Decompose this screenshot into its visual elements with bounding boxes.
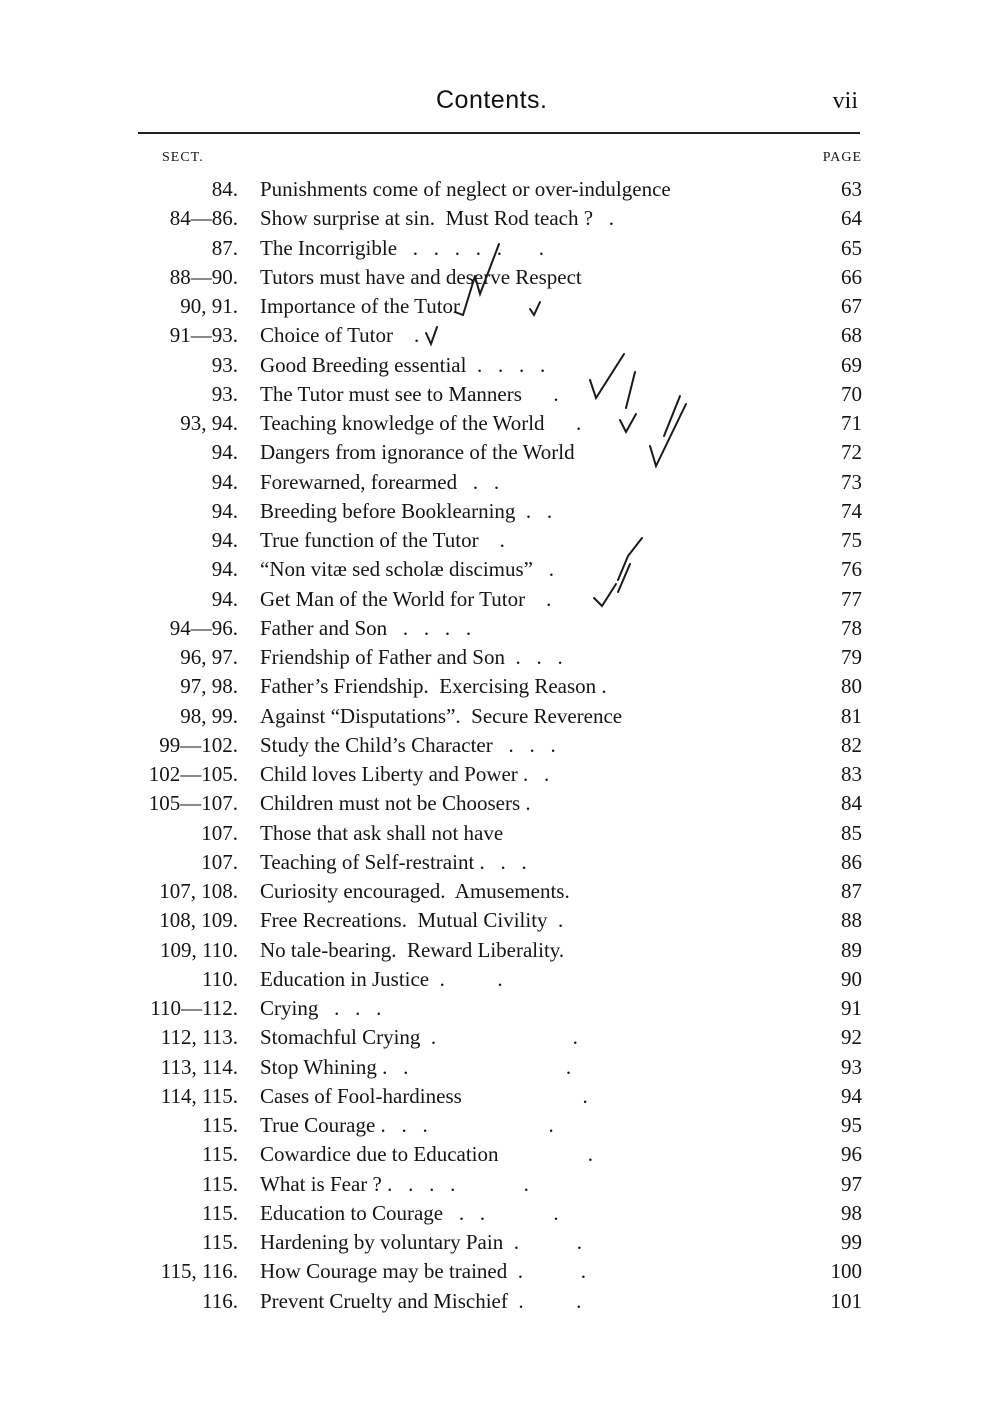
page-reference: 86 — [841, 849, 862, 874]
entry-topic: Cases of Fool-hardiness . — [260, 1083, 588, 1108]
section-number: 84—86. — [169, 206, 238, 231]
page-reference: 101 — [830, 1288, 862, 1313]
entry-topic: Good Breeding essential . . . . — [260, 352, 546, 377]
entry-topic: Breeding before Booklearning . . — [260, 498, 553, 523]
page-reference: 100 — [830, 1259, 862, 1284]
section-number: 94. — [211, 557, 238, 582]
section-number: 87. — [211, 235, 238, 260]
page-reference: 63 — [841, 177, 862, 201]
section-number: 115, 116. — [160, 1259, 238, 1284]
section-number: 88—90. — [169, 264, 238, 289]
section-number: 113, 114. — [160, 1054, 238, 1079]
page-reference: 93 — [841, 1054, 862, 1079]
section-number: 98, 99. — [180, 703, 238, 728]
page-reference: 64 — [841, 206, 862, 231]
section-number: 115. — [202, 1142, 238, 1167]
entry-topic: Importance of the Tutor — [260, 294, 461, 318]
section-number: 110—112. — [150, 996, 238, 1020]
entry-topic: True function of the Tutor . — [260, 528, 505, 552]
entry-topic: Crying . . . — [260, 996, 382, 1020]
entry-topic: Get Man of the World for Tutor . — [260, 586, 552, 611]
contents-entry — [0, 789, 1000, 818]
contents-entry — [0, 731, 1000, 760]
section-number: 107, 108. — [159, 879, 238, 903]
section-number: 97, 98. — [180, 674, 238, 699]
page-reference: 77 — [841, 586, 862, 611]
section-number: 107. — [201, 849, 238, 874]
entry-topic: Hardening by voluntary Pain . . — [260, 1230, 582, 1254]
entry-topic: Free Recreations. Mutual Civility . — [260, 908, 564, 933]
section-number: 115. — [202, 1113, 238, 1137]
contents-entry — [0, 234, 1000, 263]
page-reference: 71 — [841, 411, 862, 435]
contents-entry — [0, 1228, 1000, 1257]
contents-entry — [0, 555, 1000, 584]
section-number: 114, 115. — [160, 1083, 238, 1108]
entry-topic: Those that ask shall not have — [260, 820, 504, 845]
entry-topic: Education to Courage . . . — [260, 1200, 559, 1225]
page-reference: 97 — [841, 1171, 862, 1196]
section-number: 105—107. — [148, 791, 238, 816]
contents-entry — [0, 994, 1000, 1023]
page-reference: 84 — [841, 791, 862, 816]
entry-topic: Stomachful Crying . . — [260, 1025, 578, 1050]
section-number: 115. — [202, 1200, 238, 1225]
entry-topic: Children must not be Choosers . — [260, 791, 531, 816]
page-reference: 81 — [841, 703, 862, 728]
entry-topic: Father and Son . . . . — [260, 615, 472, 640]
contents-entry — [0, 409, 1000, 438]
page-reference: 74 — [841, 498, 862, 523]
section-number: 94. — [211, 528, 238, 552]
contents-entry — [0, 585, 1000, 614]
running-head — [0, 86, 1000, 126]
contents-entry — [0, 672, 1000, 701]
contents-entry — [0, 760, 1000, 789]
section-number: 116. — [202, 1288, 238, 1313]
contents-entry — [0, 468, 1000, 497]
page-reference: 67 — [841, 294, 862, 318]
section-number: 84. — [211, 177, 238, 201]
page-reference: 72 — [841, 440, 862, 465]
entry-topic: Punishments come of neglect or over-indulgence — [260, 177, 671, 201]
page-reference: 76 — [841, 557, 862, 582]
page-reference: 65 — [841, 235, 862, 260]
contents-entry — [0, 263, 1000, 292]
page-reference: 73 — [841, 469, 862, 494]
page-title: Contents. — [436, 86, 548, 114]
contents-entry — [0, 526, 1000, 555]
entry-topic: Cowardice due to Education . — [260, 1142, 594, 1167]
entry-topic: Education in Justice . . — [260, 966, 503, 991]
contents-entry — [0, 702, 1000, 731]
contents-entry — [0, 292, 1000, 321]
contents-entry — [0, 1170, 1000, 1199]
contents-entry — [0, 877, 1000, 906]
header-rule — [138, 132, 860, 134]
contents-entry — [0, 819, 1000, 848]
page-reference: 99 — [841, 1230, 862, 1254]
section-number: 110. — [202, 966, 238, 991]
section-number: 90, 91. — [180, 294, 238, 318]
page-reference: 68 — [841, 323, 862, 348]
section-number: 94. — [211, 586, 238, 611]
page-reference: 94 — [841, 1083, 862, 1108]
page-column-heading: PAGE — [822, 150, 862, 165]
page-reference: 79 — [841, 645, 862, 669]
contents-entry — [0, 906, 1000, 935]
entry-topic: Against “Disputations”. Secure Reverence — [260, 703, 623, 728]
section-number: 93. — [211, 352, 238, 377]
contents-entry — [0, 497, 1000, 526]
entry-topic: “Non vitæ sed scholæ discimus” . — [260, 557, 554, 582]
contents-entry — [0, 614, 1000, 643]
page-reference: 87 — [841, 879, 862, 903]
contents-entry — [0, 438, 1000, 467]
page-number: vii — [832, 88, 858, 114]
contents-entry — [0, 965, 1000, 994]
page-reference: 82 — [841, 732, 862, 757]
section-number: 93, 94. — [180, 411, 238, 435]
contents-list — [0, 175, 1000, 1316]
contents-entry — [0, 1053, 1000, 1082]
section-number: 107. — [201, 820, 238, 845]
contents-entry — [0, 321, 1000, 350]
section-number: 115. — [202, 1230, 238, 1254]
entry-topic: Tutors must have and deserve Respect — [260, 264, 582, 289]
page-reference: 98 — [841, 1200, 862, 1225]
section-number: 94. — [211, 440, 238, 465]
contents-entry — [0, 643, 1000, 672]
contents-entry — [0, 1287, 1000, 1316]
section-number: 109, 110. — [160, 937, 238, 962]
page-reference: 85 — [841, 820, 862, 845]
section-number: 115. — [202, 1171, 238, 1196]
contents-entry — [0, 204, 1000, 233]
page-reference: 80 — [841, 674, 862, 699]
page-reference: 90 — [841, 966, 862, 991]
entry-topic: Friendship of Father and Son . . . — [260, 645, 563, 669]
entry-topic: Teaching of Self-restraint . . . — [260, 849, 527, 874]
contents-entry — [0, 1140, 1000, 1169]
contents-entry — [0, 936, 1000, 965]
page-reference: 96 — [841, 1142, 862, 1167]
contents-entry — [0, 351, 1000, 380]
page-reference: 69 — [841, 352, 862, 377]
contents-entry — [0, 1023, 1000, 1052]
entry-topic: Show surprise at sin. Must Rod teach ? . — [260, 206, 615, 231]
section-number: 91—93. — [169, 323, 238, 348]
page-reference: 88 — [841, 908, 862, 933]
entry-topic: Father’s Friendship. Exercising Reason . — [260, 674, 607, 699]
entry-topic: How Courage may be trained . . — [260, 1259, 587, 1284]
page-reference: 75 — [841, 528, 862, 552]
section-number: 99—102. — [159, 732, 238, 757]
entry-topic: True Courage . . . . — [260, 1113, 554, 1137]
entry-topic: Curiosity encouraged. Amusements. — [260, 879, 570, 903]
page-reference: 70 — [841, 381, 862, 406]
page-reference: 92 — [841, 1025, 862, 1050]
section-number: 96, 97. — [180, 645, 238, 669]
entry-topic: Child loves Liberty and Power . . — [260, 762, 550, 786]
page-reference: 83 — [841, 762, 862, 786]
entry-topic: The Incorrigible . . . . . . — [260, 235, 545, 260]
section-number: 102—105. — [148, 762, 238, 786]
contents-entry — [0, 175, 1000, 204]
section-number: 112, 113. — [160, 1025, 238, 1050]
section-number: 93. — [211, 381, 238, 406]
entry-topic: Stop Whining . . . — [260, 1054, 572, 1079]
page-reference: 89 — [841, 937, 862, 962]
page-reference: 78 — [841, 615, 862, 640]
contents-entry — [0, 848, 1000, 877]
entry-topic: Prevent Cruelty and Mischief . . — [260, 1288, 582, 1313]
entry-topic: Study the Child’s Character . . . — [260, 732, 556, 757]
entry-topic: Forewarned, forearmed . . — [260, 469, 500, 494]
page-reference: 66 — [841, 264, 862, 289]
contents-entry — [0, 1082, 1000, 1111]
section-number: 108, 109. — [159, 908, 238, 933]
entry-topic: No tale-bearing. Reward Liberality. — [260, 937, 565, 962]
section-column-heading: SECT. — [162, 150, 204, 165]
entry-topic: The Tutor must see to Manners . — [260, 381, 559, 406]
contents-entry — [0, 380, 1000, 409]
contents-entry — [0, 1199, 1000, 1228]
column-headings — [0, 150, 1000, 170]
page-reference: 95 — [841, 1113, 862, 1137]
section-number: 94. — [211, 469, 238, 494]
entry-topic: What is Fear ? . . . . . — [260, 1171, 529, 1196]
entry-topic: Teaching knowledge of the World . — [260, 411, 582, 435]
page-reference: 91 — [841, 996, 862, 1020]
section-number: 94—96. — [169, 615, 238, 640]
entry-topic: Choice of Tutor . — [260, 323, 420, 348]
section-number: 94. — [211, 498, 238, 523]
contents-entry — [0, 1257, 1000, 1286]
entry-topic: Dangers from ignorance of the World — [260, 440, 575, 465]
contents-entry — [0, 1111, 1000, 1140]
